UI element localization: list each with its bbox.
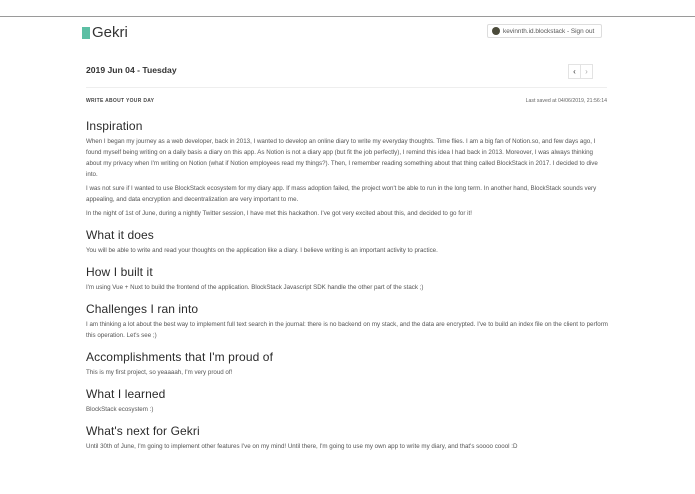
page-title: 2019 Jun 04 - Tuesday bbox=[86, 65, 177, 75]
logo[interactable] bbox=[82, 24, 128, 41]
diary-editor[interactable] bbox=[86, 118, 608, 452]
paragraph: BlockStack ecosystem :) bbox=[86, 406, 154, 413]
avatar bbox=[492, 27, 500, 35]
top-border bbox=[0, 16, 695, 17]
section-heading: Challenges I ran into bbox=[86, 302, 199, 316]
paragraph: In the night of 1st of June, during a nightly Twitter session, I have met this hackathon. I've got very excited about this, and decided to go for it! bbox=[86, 210, 472, 217]
paragraph: You will be able to write and read your thoughts on the application like a diary. I believe writing is an important activity to practice. bbox=[86, 247, 438, 254]
paragraph: I'm using Vue + Nuxt to build the frontend of the application. BlockStack Javascript SDK handle the other part of the stack ;) bbox=[86, 284, 424, 291]
paragraph: I am thinking a lot about the best way to implement full text search in the journal: there is no backend on my stack, and the data are encrypted. I've to build an index file on the client to perform this operation. Let's see ;) bbox=[86, 321, 608, 339]
section-heading: What I learned bbox=[86, 387, 166, 401]
logo-text: Gekri bbox=[92, 24, 128, 41]
next-day-button[interactable]: › bbox=[581, 64, 593, 79]
section-heading: Accomplishments that I'm proud of bbox=[86, 350, 274, 364]
previous-day-button[interactable]: ‹ bbox=[568, 64, 581, 79]
divider bbox=[86, 87, 607, 88]
logo-icon bbox=[82, 27, 90, 39]
section-heading: What it does bbox=[86, 228, 154, 242]
section-heading: Inspiration bbox=[86, 119, 143, 133]
paragraph: I was not sure if I wanted to use BlockStack ecosystem for my diary app. If mass adoption failed, the project won't be able to run in the long term. In another hand, BlockStack sounds very appealing, and data encryption and decentralization are very important to me. bbox=[86, 185, 597, 203]
paragraph: When I began my journey as a web developer, back in 2013, I wanted to develop an online diary to write my everyday thoughts. Time flies. I am a big fan of Notion.so, and few days ago, I found myself being writing on a daily basis a diary on this app. As Notion is not a diary app (but fit the job perfectly), I remind this idea I had back in 2013. Moreover, I was always thinking about my privacy when I'm writing on Notion (what if Notion employees read my things?). Then, I remember reading something about that thing called BlockStack in 2017. I decided to dive into. bbox=[86, 138, 598, 178]
section-heading: What's next for Gekri bbox=[86, 424, 200, 438]
last-saved-status: Last saved at 04/06/2019, 21:56:14 bbox=[525, 98, 607, 104]
section-heading: How I built it bbox=[86, 265, 153, 279]
section-label: WRITE ABOUT YOUR DAY bbox=[86, 98, 155, 104]
account-label: kevinnth.id.blockstack - Sign out bbox=[503, 27, 595, 35]
sign-out-button[interactable] bbox=[487, 24, 602, 38]
paragraph: Until 30th of June, I'm going to implement other features I've on my mind! Until there, I'm going to use my own app to write my diary, and that's soooo coool :D bbox=[86, 443, 518, 450]
paragraph: This is my first project, so yeaaaah, I'm very proud of! bbox=[86, 369, 233, 376]
day-navigation bbox=[568, 64, 593, 79]
